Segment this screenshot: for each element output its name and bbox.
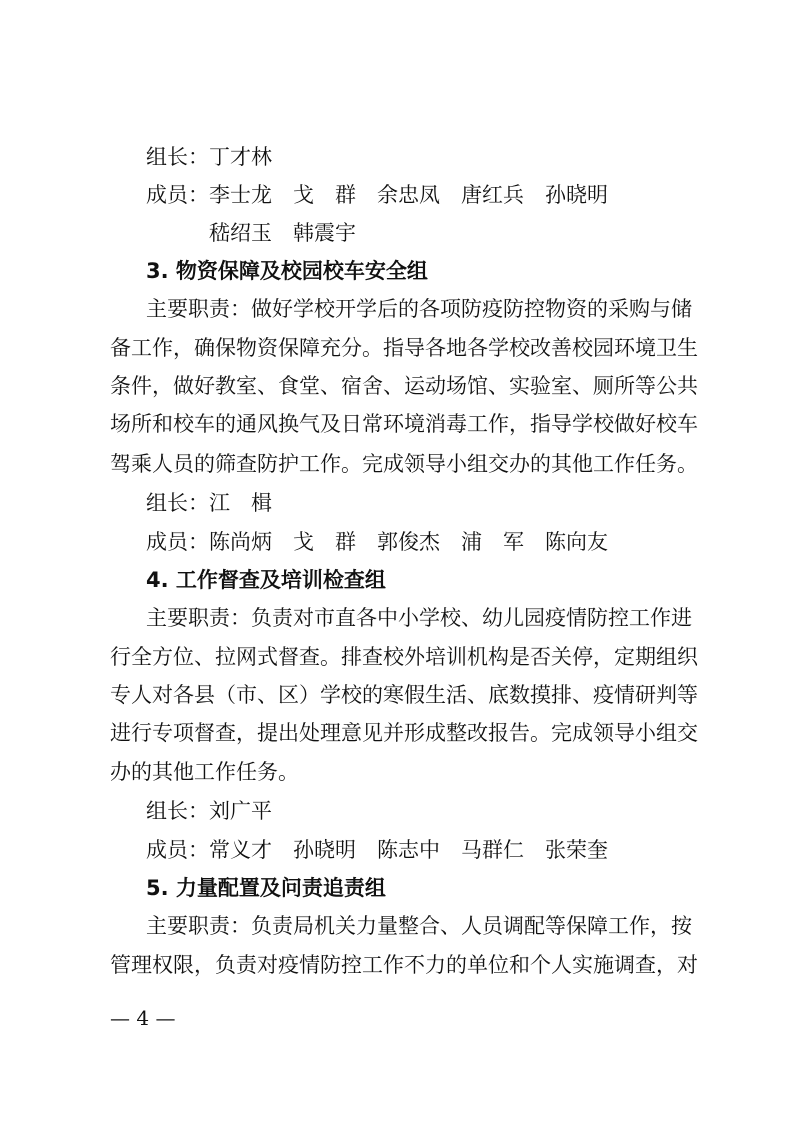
- members-label: 成员：: [146, 183, 209, 207]
- duties-line: 主要职责：负责局机关力量整合、人员调配等保障工作，按: [146, 914, 692, 938]
- duties-line: 场所和校车的通风换气及日常环境消毒工作，指导学校做好校车: [110, 412, 698, 436]
- duties-line: 管理权限，负责对疫情防控工作不力的单位和个人实施调查，对: [110, 953, 698, 977]
- leader-name: 丁才林: [209, 145, 272, 169]
- members-names: 李士龙 戈 群 余忠凤 唐红兵 孙晓明: [209, 183, 608, 207]
- duties-line: 进行专项督查，提出处理意见并形成整改报告。完成领导小组交: [110, 721, 698, 745]
- duties-line: 行全方位、拉网式督查。排查校外培训机构是否关停，定期组织: [110, 645, 698, 669]
- leader-line: [146, 142, 272, 172]
- members-line: 成员：陈尚炳 戈 群 郭俊杰 浦 军 陈向友: [146, 530, 608, 554]
- members-continuation: 嵇绍玉 韩震宇: [209, 221, 356, 245]
- section-heading-3: 3. 物资保障及校园校车安全组: [146, 259, 428, 283]
- duties-line: 主要职责：做好学校开学后的各项防疫防控物资的采购与储: [146, 297, 692, 321]
- duties-line: 专人对各县（市、区）学校的寒假生活、底数摸排、疫情研判等: [110, 683, 698, 707]
- duties-line: 主要职责：负责对市直各中小学校、幼儿园疫情防控工作进: [146, 606, 692, 630]
- leader-line: 组长：江 楫: [146, 491, 272, 515]
- duties-line: 驾乘人员的筛查防护工作。完成领导小组交办的其他工作任务。: [110, 452, 698, 476]
- page-number: — 4 —: [110, 1006, 176, 1030]
- members-line: 成员：常义才 孙晓明 陈志中 马群仁 张荣奎: [146, 838, 608, 862]
- duties-line: 备工作，确保物资保障充分。指导各地各学校改善校园环境卫生: [110, 336, 698, 360]
- leader-label: 组长：: [146, 145, 209, 169]
- duties-line: 办的其他工作任务。: [110, 760, 299, 784]
- leader-line: 组长：刘广平: [146, 799, 272, 823]
- members-line: [146, 180, 608, 210]
- section-heading-5: 5. 力量配置及问责追责组: [146, 876, 386, 900]
- duties-line: 条件，做好教室、食堂、宿舍、运动场馆、实验室、厕所等公共: [110, 374, 698, 398]
- section-heading-4: 4. 工作督查及培训检查组: [146, 568, 386, 592]
